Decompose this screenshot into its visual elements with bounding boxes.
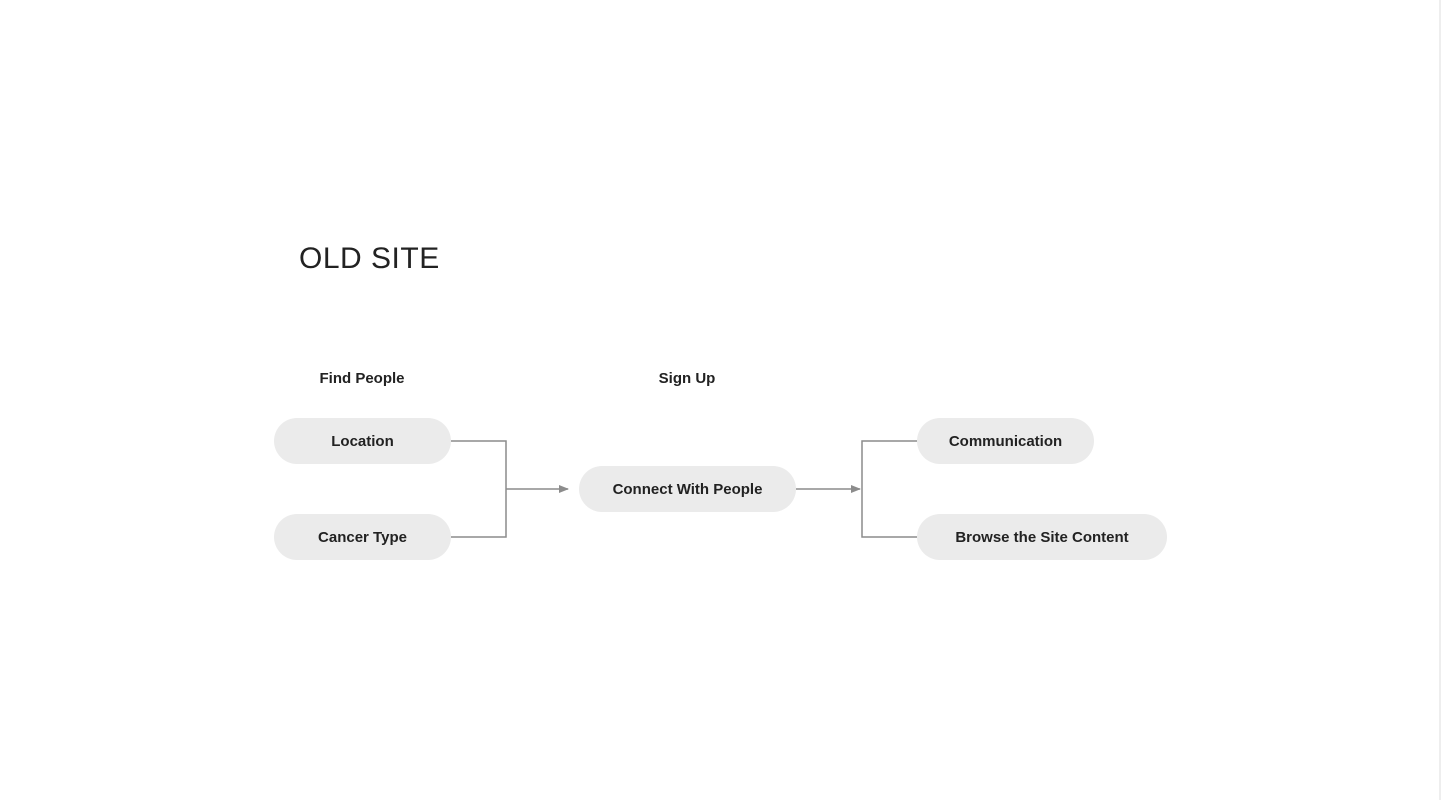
page-title: OLD SITE: [299, 242, 440, 275]
connector-location: [451, 441, 506, 489]
connector-cancer-type: [451, 489, 506, 537]
communication-node: Communication: [917, 418, 1094, 464]
location-node: Location: [274, 418, 451, 464]
connector-branch: [862, 441, 917, 537]
cancer-type-node: Cancer Type: [274, 514, 451, 560]
sign-up-label: Sign Up: [658, 370, 716, 387]
browse-site-content-node: Browse the Site Content: [917, 514, 1167, 560]
connect-with-people-node: Connect With People: [579, 466, 796, 512]
find-people-label: Find People: [319, 370, 405, 387]
